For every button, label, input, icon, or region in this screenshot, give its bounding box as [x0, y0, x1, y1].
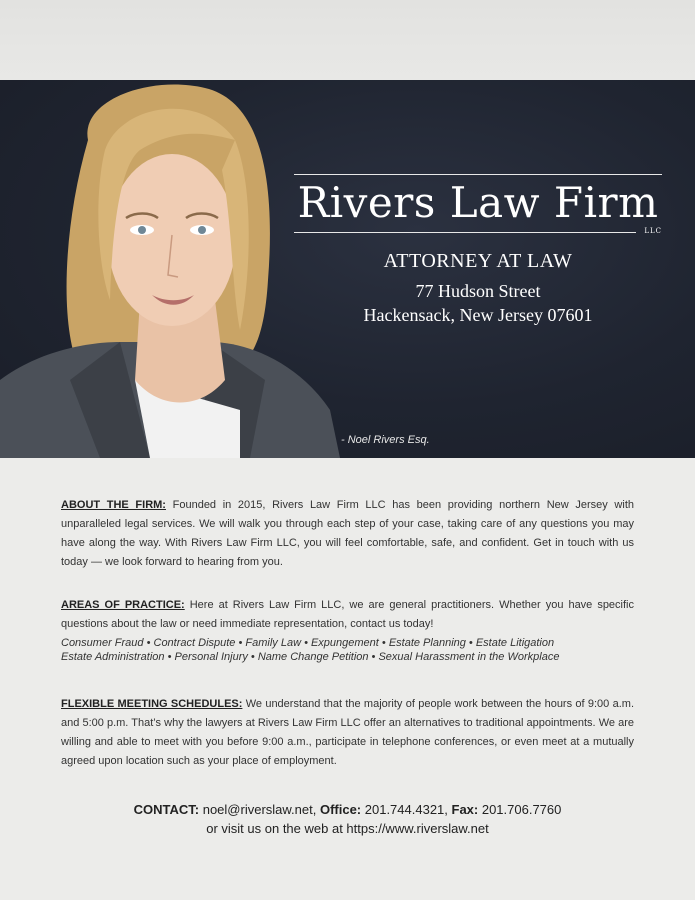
contact-email[interactable]: noel@riverslaw.net,	[199, 802, 320, 817]
practice-section	[61, 596, 634, 664]
practice-list-line: Consumer Fraud • Contract Dispute • Family Law • Expungement • Estate Planning • Estate Litigation	[61, 637, 555, 649]
practice-list	[61, 636, 634, 664]
attorney-title: ATTORNEY AT LAW	[383, 250, 573, 272]
firm-logo	[294, 174, 662, 239]
meeting-section	[61, 695, 634, 771]
contact-line	[0, 800, 695, 819]
about-section	[61, 496, 634, 572]
logo-top-rule	[294, 174, 662, 175]
logo-bottom-rule	[294, 232, 636, 233]
attorney-signature: - Noel Rivers Esq.	[341, 434, 430, 446]
attorney-portrait	[0, 80, 340, 458]
about-label: ABOUT THE FIRM:	[61, 499, 166, 511]
meeting-text: We understand that the majority of people work between the hours of 9:00 a.m. and 5:00 p.m. That’s why the lawyers at Rivers Law Firm LLC offer an alternatives to traditional appointments. We are willing and able to meet with you before 9:00 a.m., participate in telephone conferences, or even meet at a mutually agreed upon location such as your place of employment.	[61, 698, 634, 767]
practice-text: Here at Rivers Law Firm LLC, we are general practitioners. Whether you have specific questions about the law or need immediate representation, contact us today!	[61, 599, 634, 630]
paper-top-band	[0, 0, 695, 80]
office-phone[interactable]: 201.744.4321,	[361, 802, 452, 817]
practice-label: AREAS OF PRACTICE:	[61, 599, 185, 611]
about-text: Founded in 2015, Rivers Law Firm LLC has been providing northern New Jersey with unparalleled legal services. We will walk you through each step of your case, taking care of any questions you may have along the way. With Rivers Law Firm LLC, you will feel comfortable, safe, and confident. Get in touch with us today — we look forward to hearing from you.	[61, 499, 634, 568]
website-line[interactable]: or visit us on the web at https://www.riverslaw.net	[206, 821, 489, 836]
hero-banner	[0, 80, 695, 458]
office-label: Office:	[319, 802, 362, 817]
practice-list-line: Estate Administration • Personal Injury • Name Change Petition • Sexual Harassment in the Workplace	[61, 651, 560, 663]
contact-block	[0, 800, 695, 838]
firm-name: Rivers Law Firm	[297, 178, 659, 227]
address-city: Hackensack, New Jersey 07601	[363, 305, 593, 325]
meeting-label: FLEXIBLE MEETING SCHEDULES:	[61, 698, 243, 710]
firm-suffix: LLC	[644, 227, 662, 235]
address-street: 77 Hudson Street	[415, 281, 541, 301]
fax-number: 201.706.7760	[478, 802, 562, 817]
contact-label: CONTACT:	[133, 802, 200, 817]
fax-label: Fax:	[451, 802, 479, 817]
